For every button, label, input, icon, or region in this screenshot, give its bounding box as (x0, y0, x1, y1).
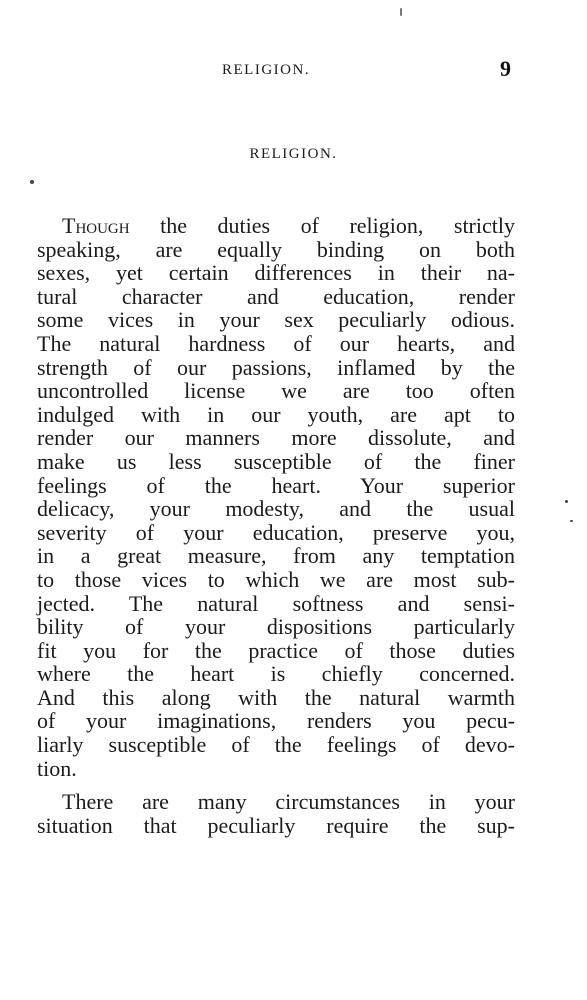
text-line: speaking, are equally binding on both (37, 236, 515, 262)
text-line: where the heart is chiefly concerned. (37, 661, 515, 687)
print-speck (570, 520, 573, 522)
print-speck (565, 500, 568, 503)
text-line: strength of our passions, inflamed by the (37, 354, 515, 380)
page-number: 9 (500, 56, 511, 81)
running-head (0, 56, 587, 84)
text-line: uncontrolled license we are too often (37, 378, 515, 404)
text-line: tion. (37, 755, 77, 781)
section-title: RELIGION. (249, 146, 338, 162)
text-line: jected. The natural softness and sensi- (37, 590, 515, 616)
body-text (37, 214, 515, 837)
running-title: RELIGION. (222, 62, 311, 78)
drop-lead-word: Though (62, 213, 130, 238)
print-speck (30, 180, 34, 184)
print-speck (400, 8, 402, 16)
text-line: situation that peculiarly require the sup- (37, 812, 515, 838)
text-line: render our manners more dissolute, and (37, 425, 515, 451)
text-line: liarly susceptible of the feelings of devo- (37, 732, 515, 758)
text-line: of your imaginations, renders you pecu- (37, 708, 515, 734)
text-line: The natural hardness of our hearts, and (37, 330, 515, 356)
text-line: tural character and education, render (37, 283, 515, 309)
text-line: indulged with in our youth, are apt to (37, 401, 515, 427)
text-line: bility of your dispositions particularly (37, 614, 515, 640)
text-line: severity of your education, preserve you, (37, 519, 515, 545)
text-line: some vices in your sex peculiarly odious. (37, 307, 515, 333)
text-line: feelings of the heart. Your superior (37, 472, 515, 498)
text-line: sexes, yet certain differences in their na- (37, 260, 515, 286)
text-line: fit you for the practice of those duties (37, 637, 515, 663)
text-line: in a great measure, from any temptation (37, 543, 515, 569)
text-line: to those vices to which we are most sub- (37, 566, 515, 592)
text-line: delicacy, your modesty, and the usual (37, 496, 515, 522)
text-line: make us less susceptible of the finer (37, 448, 515, 474)
text-line: There are many circumstances in your (62, 789, 515, 815)
text-line: Though the duties of religion, strictly (62, 213, 515, 238)
text-line: And this along with the natural warmth (37, 684, 515, 710)
